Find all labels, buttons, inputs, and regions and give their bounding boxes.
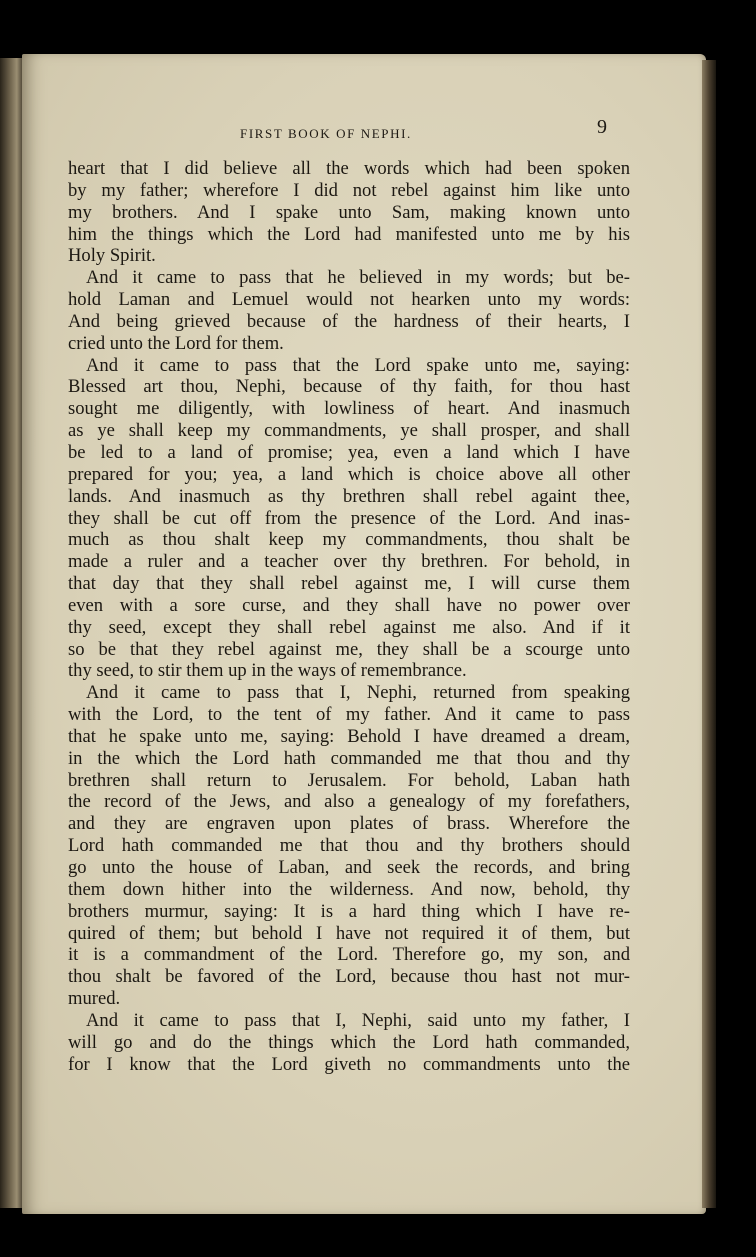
- text-line: hold Laman and Lemuel would not hearken unto my words:: [68, 289, 630, 311]
- text-line: quired of them; but behold I have not required it of them, but: [68, 922, 630, 944]
- text-line: as ye shall keep my commandments, ye shall prosper, and shall: [68, 420, 630, 442]
- text-line: them down hither into the wilderness. And now, behold, thy: [68, 878, 630, 900]
- text-line: And it came to pass that I, Nephi, said unto my father, I: [86, 1009, 630, 1031]
- text-line: it is a commandment of the Lord. Therefore go, my son, and: [68, 944, 630, 966]
- text-line: go unto the house of Laban, and seek the records, and bring: [68, 857, 630, 878]
- facing-page-edge: [0, 58, 24, 1208]
- text-line: And it came to pass that he believed in my words; but be-: [86, 267, 630, 289]
- text-line: that day that they shall rebel against me, I will curse them: [68, 573, 630, 595]
- text-line: And being grieved because of the hardness of their hearts, I: [68, 310, 630, 332]
- text-line: Blessed art thou, Nephi, because of thy faith, for thou hast: [68, 376, 630, 398]
- text-line: prepared for you; yea, a land which is choice above all other: [68, 463, 630, 485]
- text-line: my brothers. And I spake unto Sam, making known unto: [68, 201, 630, 223]
- text-line: heart that I did believe all the words which had been spoken: [68, 158, 630, 179]
- text-line: will go and do the things which the Lord hath commanded,: [68, 1031, 630, 1053]
- text-line: Lord hath commanded me that thou and thy brothers should: [68, 835, 630, 857]
- text-line: Holy Spirit.: [68, 245, 156, 267]
- text-line: And it came to pass that I, Nephi, returned from speaking: [86, 682, 630, 704]
- text-line: for I know that the Lord giveth no commandments unto the: [68, 1053, 630, 1075]
- text-line: and they are engraven upon plates of brass. Wherefore the: [68, 813, 630, 835]
- text-line: And it came to pass that the Lord spake unto me, saying:: [86, 354, 630, 376]
- text-line: him the things which the Lord had manifested unto me by his: [68, 223, 630, 245]
- text-line: thou shalt be favored of the Lord, because thou hast not mur-: [68, 966, 630, 988]
- text-line: lands. And inasmuch as thy brethren shall rebel againt thee,: [68, 485, 630, 507]
- page-number: 9: [597, 116, 607, 138]
- text-line: even with a sore curse, and they shall have no power over: [68, 594, 630, 616]
- text-line: sought me diligently, with lowliness of heart. And inasmuch: [68, 398, 630, 420]
- text-line: cried unto the Lord for them.: [68, 332, 284, 354]
- text-line: the record of the Jews, and also a genealogy of my forefathers,: [68, 791, 630, 813]
- text-line: thy seed, except they shall rebel against me also. And if it: [68, 616, 630, 638]
- body-text: [68, 158, 630, 1075]
- text-line: brethren shall return to Jerusalem. For behold, Laban hath: [68, 769, 630, 791]
- text-line: much as thou shalt keep my commandments, thou shalt be: [68, 529, 630, 551]
- page-edge-shadow: [702, 60, 716, 1208]
- text-line: with the Lord, to the tent of my father. And it came to pass: [68, 704, 630, 726]
- running-head: FIRST BOOK OF NEPHI.: [240, 126, 412, 141]
- text-line: mured.: [68, 988, 121, 1010]
- text-line: in the which the Lord hath commanded me that thou and thy: [68, 747, 630, 769]
- text-line: be led to a land of promise; yea, even a land which I have: [68, 441, 630, 463]
- text-line: they shall be cut off from the presence of the Lord. And inas-: [68, 507, 630, 529]
- text-line: made a ruler and a teacher over thy brethren. For behold, in: [68, 551, 630, 573]
- text-line: by my father; wherefore I did not rebel against him like unto: [68, 179, 630, 201]
- text-line: so be that they rebel against me, they shall be a scourge unto: [68, 638, 630, 660]
- text-line: thy seed, to stir them up in the ways of remembrance.: [68, 660, 467, 682]
- text-line: brothers murmur, saying: It is a hard thing which I have re-: [68, 900, 630, 922]
- text-line: that he spake unto me, saying: Behold I have dreamed a dream,: [68, 725, 630, 747]
